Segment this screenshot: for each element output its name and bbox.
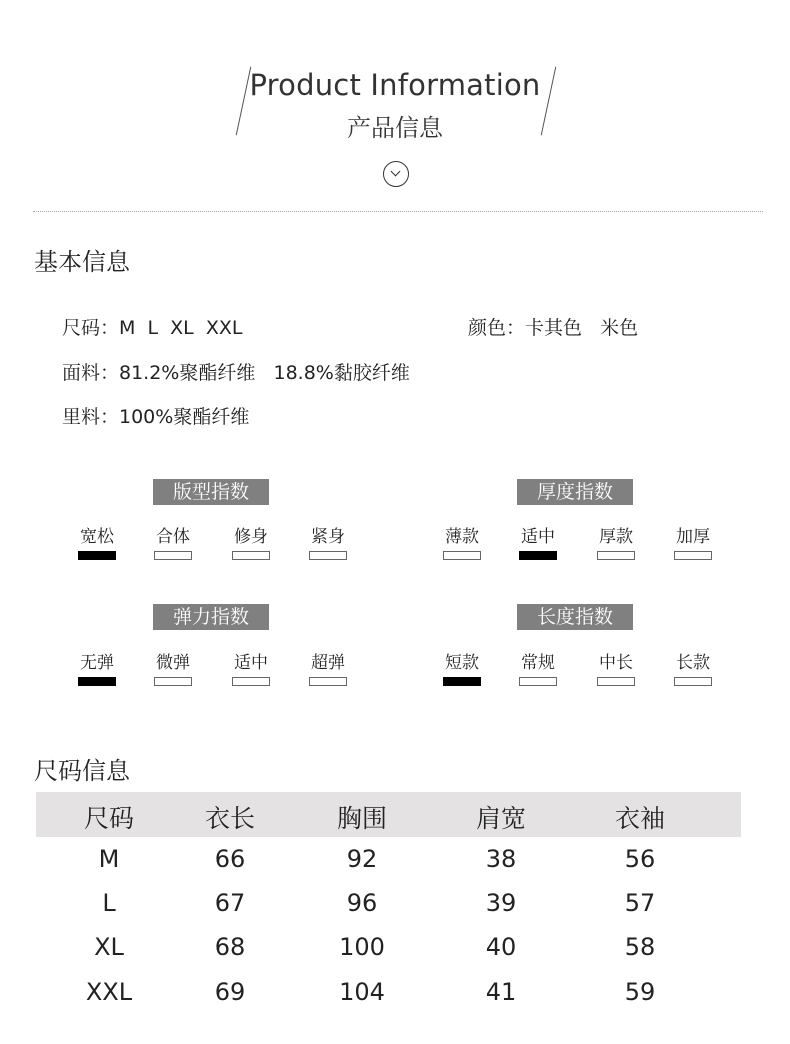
table-cell: XXL	[85, 978, 133, 1006]
index-option-label: 中长	[599, 653, 633, 673]
index-indicator-selected	[78, 677, 116, 686]
basic-info-title: 基本信息	[34, 248, 130, 276]
dotted-divider	[33, 211, 763, 212]
index-option-label: 厚款	[599, 527, 633, 547]
index-title-fit: 版型指数	[153, 479, 269, 505]
index-option-label: 超弹	[311, 653, 345, 673]
index-indicator	[674, 551, 712, 560]
table-header-cell: 衣长	[204, 804, 255, 833]
table-cell: L	[102, 889, 116, 917]
table-header-cell: 胸围	[336, 804, 387, 833]
table-cell: 56	[624, 845, 656, 873]
table-cell: 41	[485, 978, 517, 1006]
color-line: 颜色：卡其色 米色	[468, 317, 639, 339]
table-cell: 39	[485, 889, 517, 917]
index-indicator	[519, 677, 557, 686]
page-title-cn: 产品信息	[347, 114, 443, 142]
index-option-label: 宽松	[80, 527, 114, 547]
index-indicator	[597, 677, 635, 686]
index-indicator	[154, 551, 192, 560]
index-indicator	[309, 551, 347, 560]
table-cell: 92	[346, 845, 378, 873]
size-line: 尺码：M L XL XXL	[62, 317, 243, 339]
lining-line: 里料：100%聚酯纤维	[62, 406, 250, 428]
index-option-label: 加厚	[676, 527, 710, 547]
index-option-label: 修身	[234, 527, 268, 547]
table-cell: 104	[339, 978, 385, 1006]
index-indicator	[674, 677, 712, 686]
index-indicator-selected	[519, 551, 557, 560]
index-indicator	[232, 677, 270, 686]
index-indicator	[309, 677, 347, 686]
index-option-label: 常规	[521, 653, 555, 673]
index-option-label: 紧身	[311, 527, 345, 547]
table-cell: XL	[94, 933, 124, 961]
table-cell: 40	[485, 933, 517, 961]
index-option-label: 适中	[234, 653, 268, 673]
index-indicator	[443, 551, 481, 560]
fabric-line: 面料：81.2%聚酯纤维 18.8%黏胶纤维	[62, 362, 410, 384]
table-header-cell: 衣袖	[614, 804, 665, 833]
table-cell: 58	[624, 933, 656, 961]
table-cell: M	[98, 845, 120, 873]
table-cell: 67	[214, 889, 246, 917]
table-cell: 57	[624, 889, 656, 917]
index-option-label: 适中	[521, 527, 555, 547]
index-option-label: 短款	[445, 653, 479, 673]
index-indicator	[154, 677, 192, 686]
table-cell: 100	[339, 933, 385, 961]
table-cell: 68	[214, 933, 246, 961]
index-option-label: 合体	[156, 527, 190, 547]
table-header-cell: 尺码	[83, 804, 134, 833]
index-indicator	[232, 551, 270, 560]
index-indicator-selected	[78, 551, 116, 560]
page-title-en: Product Information	[249, 68, 541, 102]
index-title-thickness: 厚度指数	[517, 479, 633, 505]
index-option-label: 微弹	[156, 653, 190, 673]
index-option-label: 无弹	[80, 653, 114, 673]
table-cell: 66	[214, 845, 246, 873]
index-title-elasticity: 弹力指数	[153, 604, 269, 630]
table-cell: 59	[624, 978, 656, 1006]
table-cell: 96	[346, 889, 378, 917]
index-indicator-selected	[443, 677, 481, 686]
index-indicator	[597, 551, 635, 560]
chevron-down-icon	[383, 161, 409, 187]
size-info-title: 尺码信息	[34, 757, 130, 785]
index-title-length: 长度指数	[517, 604, 633, 630]
table-header-cell: 肩宽	[475, 804, 526, 833]
index-option-label: 长款	[676, 653, 710, 673]
table-cell: 38	[485, 845, 517, 873]
table-cell: 69	[214, 978, 246, 1006]
index-option-label: 薄款	[445, 527, 479, 547]
